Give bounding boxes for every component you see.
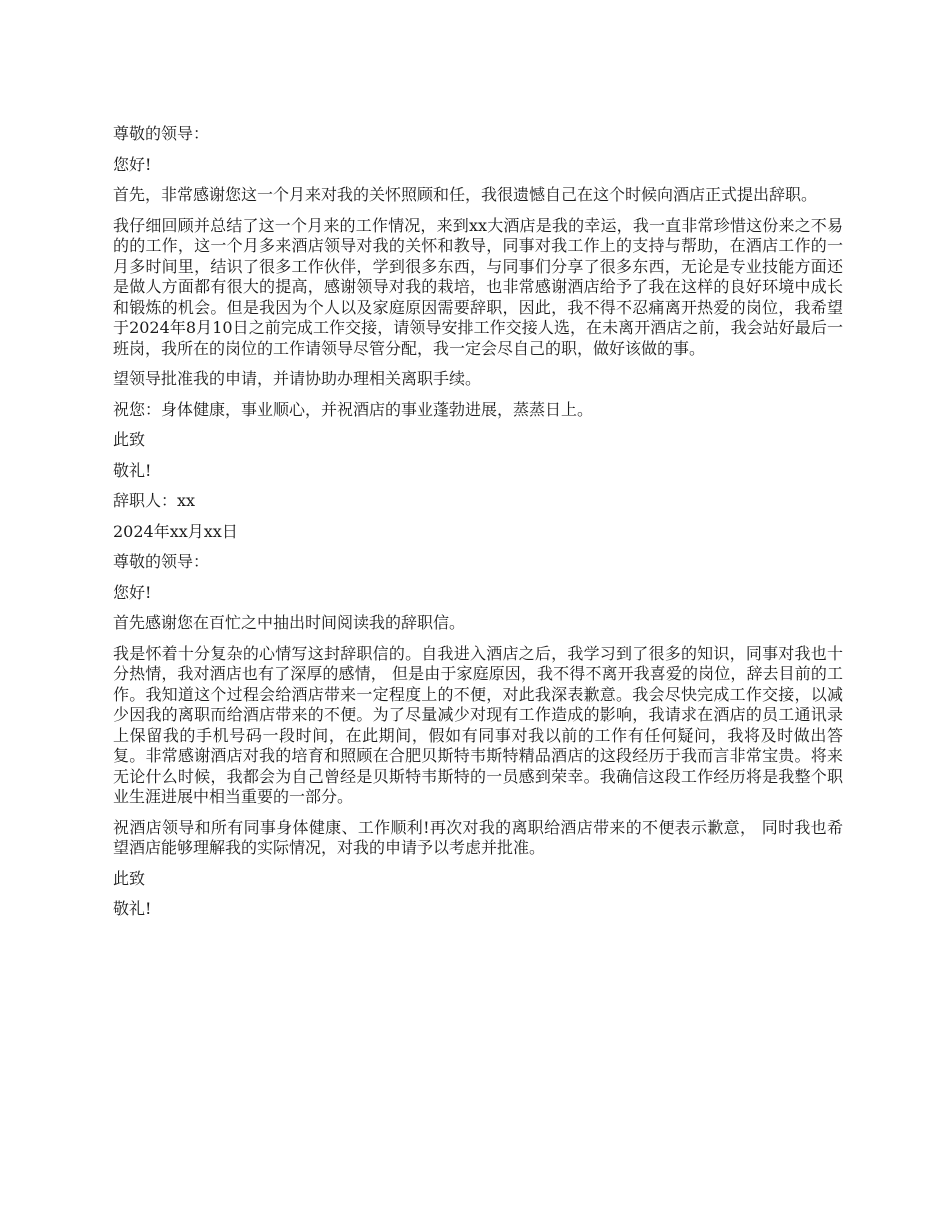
greeting: 您好!: [113, 582, 152, 602]
body-paragraph: 望领导批准我的申请，并请协助办理相关离职手续。: [113, 369, 482, 388]
letter-1: [113, 124, 843, 542]
document-page: [113, 124, 843, 930]
closing-line: 敬礼!: [113, 899, 152, 918]
closing-line: 此致: [113, 430, 146, 449]
date: 2024年xx月xx日: [113, 521, 238, 541]
body-paragraph: 我是怀着十分复杂的心情写这封辞职信的。自我进入酒店之后，我学习到了很多的知识，同事对我也十分热情，我对酒店也有了深厚的感情， 但是由于家庭原因，我不得不离开我喜爱的岗位，辞去目前的工作。我知道这个过程会给酒店带来一定程度上的不便，对此我深表歉意。我会尽快完成工作交接，以减少因我的离职而给酒店带来的不便。为了尽量减少对现有工作造成的影响，我请求在酒店的员工通讯录上保留我的手机号码一段时间，在此期间，假如有同事对我以前的工作有任何疑问，我将及时做出答复。非常感谢酒店对我的培育和照顾在合肥贝斯特韦斯特精品酒店的这段经历于我而言非常宝贵。将来无论什么时候，我都会为自己曾经是贝斯特韦斯特的一员感到荣幸。我确信这段工作经历将是我整个职业生涯进展中相当重要的一部分。: [113, 643, 843, 806]
body-paragraph: 首先，非常感谢您这一个月来对我的关怀照顾和任，我很遗憾自己在这个时候向酒店正式提出辞职。: [113, 185, 818, 204]
closing-line: 敬礼!: [113, 460, 152, 480]
body-paragraph: 我仔细回顾并总结了这一个月来的工作情况，来到xx大酒店是我的幸运，我一直非常珍惜这份来之不易的的工作，这一个月多来酒店领导对我的关怀和教导，同事对我工作上的支持与帮助，在酒店工作的一月多时间里，结识了很多工作伙伴，学到很多东西，与同事们分享了很多东西，无论是专业技能方面还是做人方面都有很大的提高，感谢领导对我的栽培，也非常感谢酒店给予了我在这样的良好环境中成长和锻炼的机会。但是我因为个人以及家庭原因需要辞职，因此，我不得不忍痛离开热爱的岗位，我希望于2024年8月10日之前完成工作交接，请领导安排工作交接人选，在未离开酒店之前，我会站好最后一班岗，我所在的岗位的工作请领导尽管分配，我一定会尽自己的职，做好该做的事。: [113, 215, 843, 358]
greeting: 您好!: [113, 154, 152, 174]
salutation: 尊敬的领导：: [113, 124, 210, 143]
body-paragraph: 祝您：身体健康，事业顺心，并祝酒店的事业蓬勃进展，蒸蒸日上。: [113, 399, 594, 419]
body-paragraph: 首先感谢您在百忙之中抽出时间阅读我的辞职信。: [113, 613, 466, 632]
salutation: 尊敬的领导：: [113, 552, 210, 571]
signature: 辞职人：xx: [113, 491, 196, 510]
letter-2: [113, 552, 843, 920]
body-paragraph: 祝酒店领导和所有同事身体健康、工作顺利!再次对我的离职给酒店带来的不便表示歉意， 同时我也希望酒店能够理解我的实际情况，对我的申请予以考虑并批准。: [113, 817, 843, 857]
closing-line: 此致: [113, 868, 146, 888]
